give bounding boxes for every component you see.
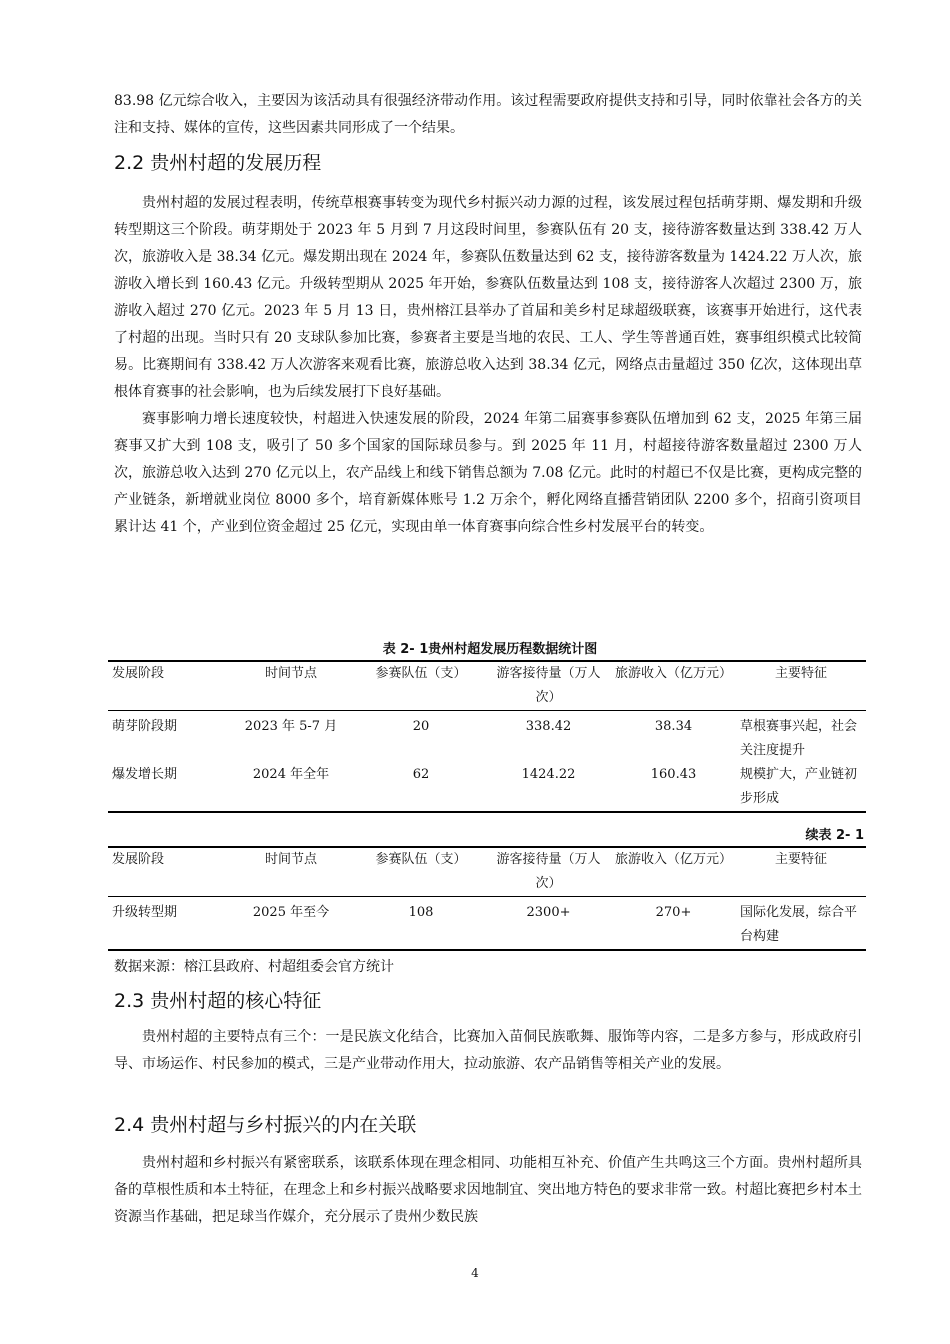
table-cell: 62 <box>356 763 486 812</box>
table-cell: 规模扩大，产业链初步形成 <box>736 763 866 812</box>
table-cell: 1424.22 <box>486 763 611 812</box>
table-cell: 国际化发展，综合平台构建 <box>736 901 866 950</box>
intro-text <box>114 88 862 142</box>
table-cell: 2300+ <box>486 901 611 950</box>
header-cell: 游客接待量（万人次） <box>496 666 601 705</box>
table-cell: 270+ <box>611 901 736 950</box>
continued-table-caption: 续表 2- 1 <box>805 828 864 843</box>
table-cell: 108 <box>356 901 486 950</box>
intro-paragraph: 83.98 亿元综合收入，主要因为该活动具有很强经济带动作用。该过程需要政府提供支持和引导，同时依靠社会各方的关注和支持、媒体的宣传，这些因素共同形成了一个结果。 <box>114 93 862 136</box>
table-row <box>108 901 866 950</box>
table-cell: 2024 年全年 <box>226 763 356 812</box>
header-cell: 时间节点 <box>264 852 317 867</box>
table-cell: 升级转型期 <box>108 901 226 950</box>
table-cell: 2023 年 5-7 月 <box>244 719 338 734</box>
header-cell: 发展阶段 <box>112 852 165 867</box>
data-table <box>108 660 866 813</box>
table-cell: 338.42 <box>525 719 572 734</box>
table-row <box>108 763 866 812</box>
body-paragraph: 贵州村超和乡村振兴有紧密联系，该联系体现在理念相同、功能相互补充、价值产生共鸣这三个方面。贵州村超所具备的草根性质和本土特征，在理念上和乡村振兴战略要求因地制宜、突出地方特色的要求非常一致。村超比赛把乡村本土资源当作基础，把足球当作媒介，充分展示了贵州少数民族 <box>114 1155 862 1225</box>
table-cell: 草根赛事兴起，社会关注度提升 <box>740 719 858 758</box>
section-heading-2-4: 2.4 贵州村超与乡村振兴的内在关联 <box>114 1114 417 1136</box>
header-cell: 旅游收入（亿万元） <box>615 666 733 681</box>
table-caption: 表 2- 1贵州村超发展历程数据统计图 <box>382 642 598 657</box>
header-cell: 参赛队伍（支） <box>375 852 467 867</box>
body-paragraph: 赛事影响力增长速度较快，村超进入快速发展的阶段，2024 年第二届赛事参赛队伍增加到 62 支，2025 年第三届赛事又扩大到 108 支，吸引了 50 多个国家的国际球员参与。到 2025 年 11 月，村超接待游客数量超过 2300 万人次，旅游总收入达到 270 亿元以上，农产品线上和线下销售总额为 7.08 亿元。此时的村超已不仅是比赛，更构成完整的产业链条，新增就业岗位 8000 多个，培育新媒体账号 1.2 万余个，孵化网络直播营销团队 2200 多个，招商引资项目累计达 41 个，产业到位资金超过 25 亿元，实现由单一体育赛事向综合性乡村发展平台的转变。 <box>114 411 862 535</box>
header-cell: 旅游收入（亿万元） <box>615 852 733 867</box>
section-heading-2-3: 2.3 贵州村超的核心特征 <box>114 990 322 1012</box>
table-cell: 2025 年至今 <box>226 901 356 950</box>
table-cell: 20 <box>412 719 430 734</box>
header-cell: 游客接待量（万人次） <box>496 852 601 891</box>
table-header-row <box>108 847 866 897</box>
header-cell: 主要特征 <box>774 852 827 867</box>
section-heading-2-2: 2.2 贵州村超的发展历程 <box>114 152 322 174</box>
table-row <box>108 715 866 763</box>
section-2-4-body <box>114 1150 862 1231</box>
page-number: 4 <box>471 1266 479 1280</box>
table-cell: 160.43 <box>611 763 736 812</box>
header-cell: 主要特征 <box>774 666 827 681</box>
section-2-2-body <box>114 190 862 541</box>
table-header-row <box>108 661 866 711</box>
header-cell: 参赛队伍（支） <box>375 666 467 681</box>
body-paragraph: 贵州村超的主要特点有三个：一是民族文化结合，比赛加入苗侗民族歌舞、服饰等内容，二是多方参与，形成政府引导、市场运作、村民参加的模式，三是产业带动作用大，拉动旅游、农产品销售等相关产业的发展。 <box>114 1029 862 1072</box>
table-cell: 萌芽阶段期 <box>112 719 178 734</box>
table-cell: 爆发增长期 <box>108 763 226 812</box>
continued-data-table <box>108 846 866 951</box>
section-2-3-body <box>114 1024 862 1078</box>
header-cell: 发展阶段 <box>112 666 165 681</box>
body-paragraph: 贵州村超的发展过程表明，传统草根赛事转变为现代乡村振兴动力源的过程，该发展过程包括萌芽期、爆发期和升级转型期这三个阶段。萌芽期处于 2023 年 5 月到 7 月这段时间里，参赛队伍有 20 支，接待游客数量达到 338.42 万人次，旅游收入是 38.34 亿元。爆发期出现在 2024 年，参赛队伍数量达到 62 支，接待游客数量为 1424.22 万人次，旅游收入增长到 160.43 亿元。升级转型期从 2025 年开始，参赛队伍数量达到 108 支，接待游客人次超过 2300 万，旅游收入超过 270 亿元。2023 年 5 月 13 日，贵州榕江县举办了首届和美乡村足球超级联赛，该赛事开始进行，这代表了村超的出现。当时只有 20 支球队参加比赛，参赛者主要是当地的农民、工人、学生等普通百姓，赛事组织模式比较简易。比赛期间有 338.42 万人次游客来观看比赛，旅游总收入达到 38.34 亿元，网络点击量超过 350 亿次，这体现出草根体育赛事的社会影响，也为后续发展打下良好基础。 <box>114 195 862 400</box>
table-cell: 38.34 <box>654 719 693 734</box>
header-cell: 时间节点 <box>264 666 317 681</box>
table-source-note: 数据来源：榕江县政府、村超组委会官方统计 <box>114 959 394 975</box>
